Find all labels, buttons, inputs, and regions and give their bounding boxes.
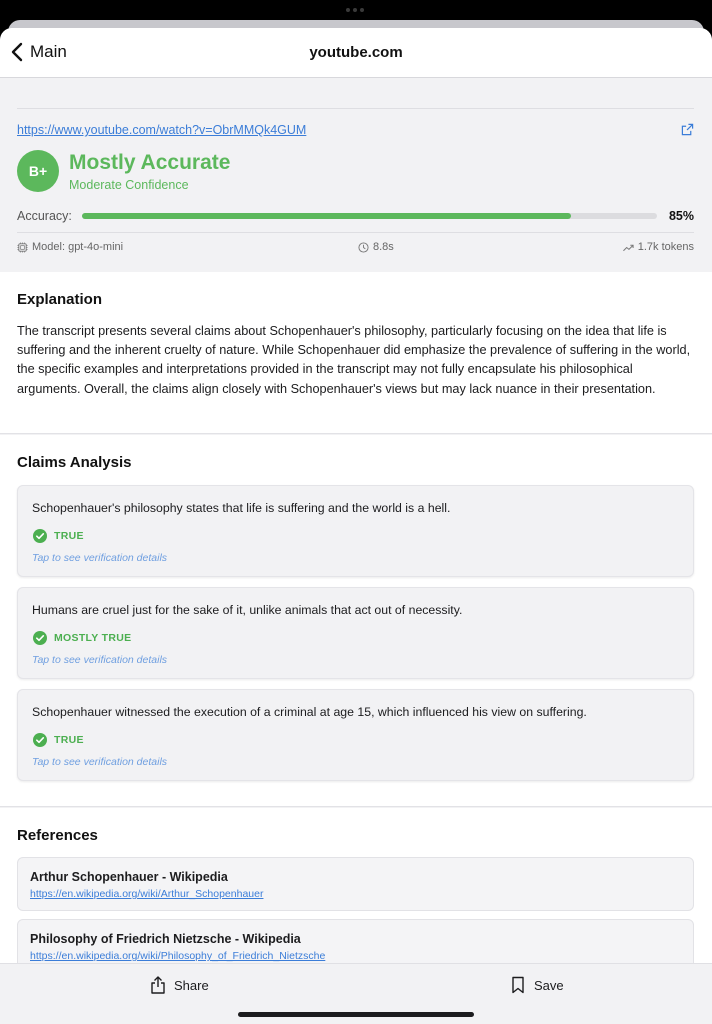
section-title: References [17,827,98,844]
tokens-info [623,241,694,253]
claim-details-hint[interactable]: Tap to see verification details [32,552,168,564]
reference-url-link[interactable]: https://en.wikipedia.org/wiki/Arthur_Schopenhauer [30,888,264,900]
navigation-bar [0,28,712,78]
back-label: Main [30,42,67,61]
claim-status-label: TRUE [54,734,84,746]
save-label: Save [534,977,564,993]
claims-section [0,435,712,807]
tokens-label: 1.7k tokens [637,241,694,253]
external-link-icon[interactable] [681,123,694,136]
duration-label: 8.8s [373,241,394,253]
model-label: Model: gpt-4o-mini [32,241,124,253]
divider [17,108,694,109]
share-label: Share [174,977,209,993]
accuracy-percent: 85% [668,209,694,223]
accuracy-label: Accuracy: [17,209,72,223]
duration-info [358,241,394,253]
claim-card[interactable] [17,689,694,781]
trend-up-icon [623,242,634,253]
explanation-text: The transcript presents several claims about Schopenhauer's philosophy, particularly focusing on the idea that life is suffering and the inherent cruelty of nature. While Schopenhauer did emphasize the prevalence of suffering in the world, the specific examples and interpretations provided in the transcript may not fully encapsulate his philosophical arguments. Overall, the claims align closely with Schopenhauer's views but may lack nuance in their presentation. [17,324,691,396]
divider [17,232,694,233]
cpu-chip-icon [17,242,28,253]
multitasking-dots[interactable] [346,8,366,12]
reference-url-link[interactable]: https://en.wikipedia.org/wiki/Philosophy_of_Friedrich_Nietzsche [30,950,326,962]
checkmark-circle-icon [33,631,47,645]
verdict-title: Mostly Accurate [69,151,231,174]
reference-title: Arthur Schopenhauer - Wikipedia [30,870,228,884]
confidence-label: Moderate Confidence [69,178,189,192]
claim-status [33,529,84,543]
claim-details-hint[interactable]: Tap to see verification details [32,654,168,666]
accuracy-bar-fill [82,213,571,219]
claim-status-label: MOSTLY TRUE [54,632,132,644]
video-url-link[interactable]: https://www.youtube.com/watch?v=ObrMMQk4GUM [17,123,307,137]
explanation-section [0,272,712,434]
claim-text: Schopenhauer's philosophy states that life is suffering and the world is a hell. [32,501,451,515]
share-icon [150,976,166,994]
grade-badge: B+ [17,150,59,192]
reference-card[interactable] [17,857,694,911]
checkmark-circle-icon [33,733,47,747]
claim-details-hint[interactable]: Tap to see verification details [32,756,168,768]
claim-text: Humans are cruel just for the sake of it, unlike animals that act out of necessity. [32,603,463,617]
claim-text: Schopenhauer witnessed the execution of a criminal at age 15, which influenced his view on suffering. [32,705,587,719]
page-title: youtube.com [309,44,403,61]
section-title: Explanation [17,291,103,308]
clock-icon [358,242,369,253]
reference-title: Philosophy of Friedrich Nietzsche - Wikipedia [30,932,301,946]
home-indicator[interactable] [238,1012,474,1017]
references-section [0,808,712,963]
claim-card[interactable] [17,587,694,679]
bottom-toolbar [0,963,712,1007]
bookmark-icon [510,976,526,994]
section-title: Claims Analysis [17,454,132,471]
claim-status [33,631,131,645]
results-sheet [0,28,712,1024]
summary-card [0,79,712,272]
checkmark-circle-icon [33,529,47,543]
claim-status-label: TRUE [54,530,84,542]
claim-status [33,733,84,747]
save-button[interactable] [510,976,564,994]
accuracy-bar [82,213,657,219]
claim-card[interactable] [17,485,694,577]
share-button[interactable] [150,976,209,994]
model-info [17,241,123,253]
